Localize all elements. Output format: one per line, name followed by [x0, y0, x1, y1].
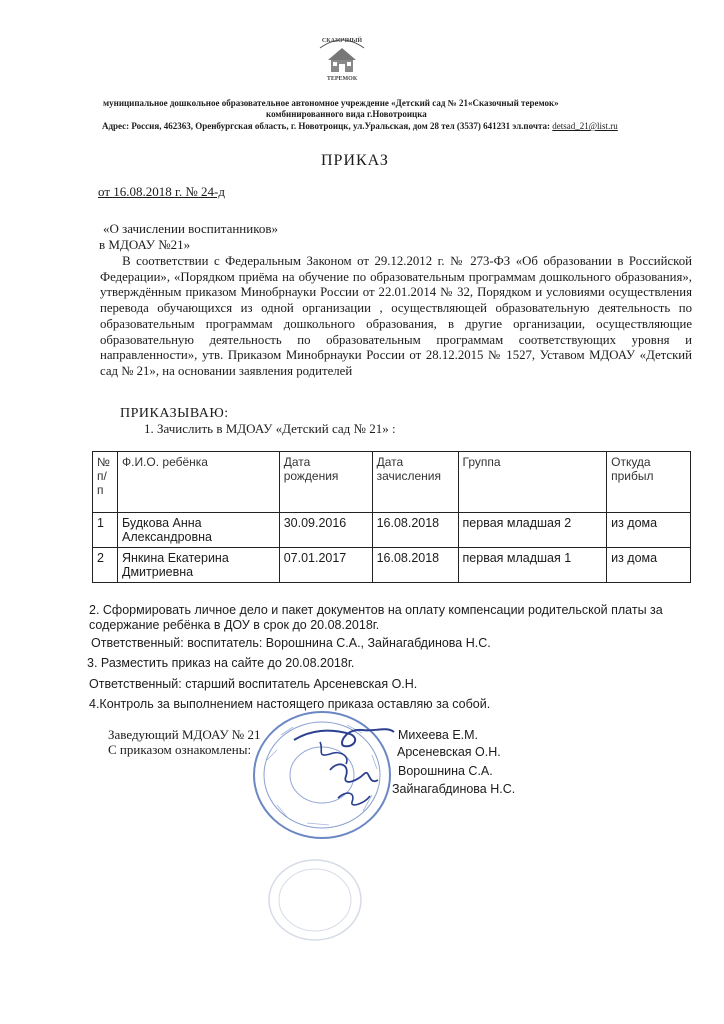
- handwritten-signature: [290, 720, 410, 810]
- order-subject-line2: в МДОАУ №21»: [99, 237, 191, 252]
- enroll-date: 16.08.2018: [372, 548, 458, 583]
- signer-name: Михеева Е.М.: [398, 728, 479, 742]
- table-header-row: [93, 452, 691, 513]
- header-enroll-date: Дата зачисления: [372, 452, 458, 513]
- header-child-name: Ф.И.О. ребёнка: [117, 452, 279, 513]
- enroll-date: 16.08.2018: [372, 513, 458, 548]
- basis-text: В соответствии с Федеральным Законом от 29.12.2012 г. № 273-ФЗ «Об образовании в Российской Федерации», «Порядком приёма на обучение по образовательным программам дошкольного образования», утверждённым приказом Минобрнауки России от 22.01.2014 № 32, Порядком и условиями осуществления перевода обучающихся из одной организации , осуществляющей образовательную деятельность по образовательным программам дошкольного образования, в другие организации, осуществляющие образовательную деятельность по образовательным программам соответствующих уровня и направленности», утв. Приказом Минобрнауки России от 28.12.2015 № 1527, Уставом МДОАУ «Детский сад № 21», на основании заявления родителей: [100, 254, 692, 378]
- row-number: 2: [93, 548, 118, 583]
- house-logo-icon: [314, 30, 370, 82]
- child-name: Янкина Екатерина Дмитриевна: [117, 548, 279, 583]
- responsible-1: Ответственный: воспитатель: Ворошнина С.А., Зайнагабдинова Н.С.: [91, 636, 491, 650]
- group-name: первая младшая 2: [458, 513, 607, 548]
- table-row: [93, 548, 691, 583]
- origin: из дома: [607, 513, 691, 548]
- order-date-number: от 16.08.2018 г. № 24-д: [98, 184, 225, 199]
- head-label: Заведующий МДОАУ № 21: [108, 727, 261, 742]
- birth-date: 07.01.2017: [279, 548, 372, 583]
- birth-date: 30.09.2016: [279, 513, 372, 548]
- header-origin: Откуда прибыл: [607, 452, 691, 513]
- order-subject-line1: «О зачислении воспитанников»: [103, 221, 278, 236]
- header-number: № п/п: [93, 452, 118, 513]
- logo-text-top: СКАЗОЧНЫЙ: [321, 38, 363, 44]
- signer-name: Зайнагабдинова Н.С.: [392, 782, 516, 796]
- enrollment-table: [92, 451, 691, 583]
- row-number: 1: [93, 513, 118, 548]
- group-name: первая младшая 1: [458, 548, 607, 583]
- order-item-2: 2. Сформировать личное дело и пакет документов на оплату компенсации родительской платы за содержание ребёнка в ДОУ в срок до 20.08.2018г.: [89, 603, 663, 632]
- email-link[interactable]: detsad_21@list.ru: [552, 121, 618, 131]
- table-row: [93, 513, 691, 548]
- order-item-1: 1. Зачислить в МДОАУ «Детский сад № 21» :: [144, 421, 396, 436]
- origin: из дома: [607, 548, 691, 583]
- acquainted-label: С приказом ознакомлены:: [108, 742, 252, 757]
- order-basis-paragraph: [100, 254, 692, 380]
- address-text: Адрес: Россия, 462363, Оренбургская область, г. Новотроицк, ул.Уральская, дом 28 тел (3537) 641231 эл.почта:: [102, 121, 553, 131]
- logo-text-bottom: ТЕРЕМОК: [326, 76, 358, 82]
- responsible-2: Ответственный: старший воспитатель Арсеневская О.Н.: [89, 677, 418, 691]
- institution-address: [102, 121, 618, 131]
- order-item-3: 3. Разместить приказ на сайте до 20.08.2018г.: [87, 656, 355, 670]
- faint-stamp-imprint: [265, 855, 365, 945]
- institution-name: муниципальное дошкольное образовательное автономное учреждение «Детский сад № 21«Сказочный теремок»: [103, 98, 559, 108]
- document-title: ПРИКАЗ: [321, 152, 389, 169]
- header-group: Группа: [458, 452, 607, 513]
- institution-type: комбинированного вида г.Новотроицка: [266, 109, 427, 119]
- signer-name: Арсеневская О.Н.: [397, 745, 501, 759]
- header-birth-date: Дата рождения: [279, 452, 372, 513]
- order-item-4: 4.Контроль за выполнением настоящего приказа оставляю за собой.: [89, 697, 491, 711]
- child-name: Будкова Анна Александровна: [117, 513, 279, 548]
- order-word: ПРИКАЗЫВАЮ:: [120, 406, 229, 421]
- signer-name: Ворошнина С.А.: [398, 764, 493, 778]
